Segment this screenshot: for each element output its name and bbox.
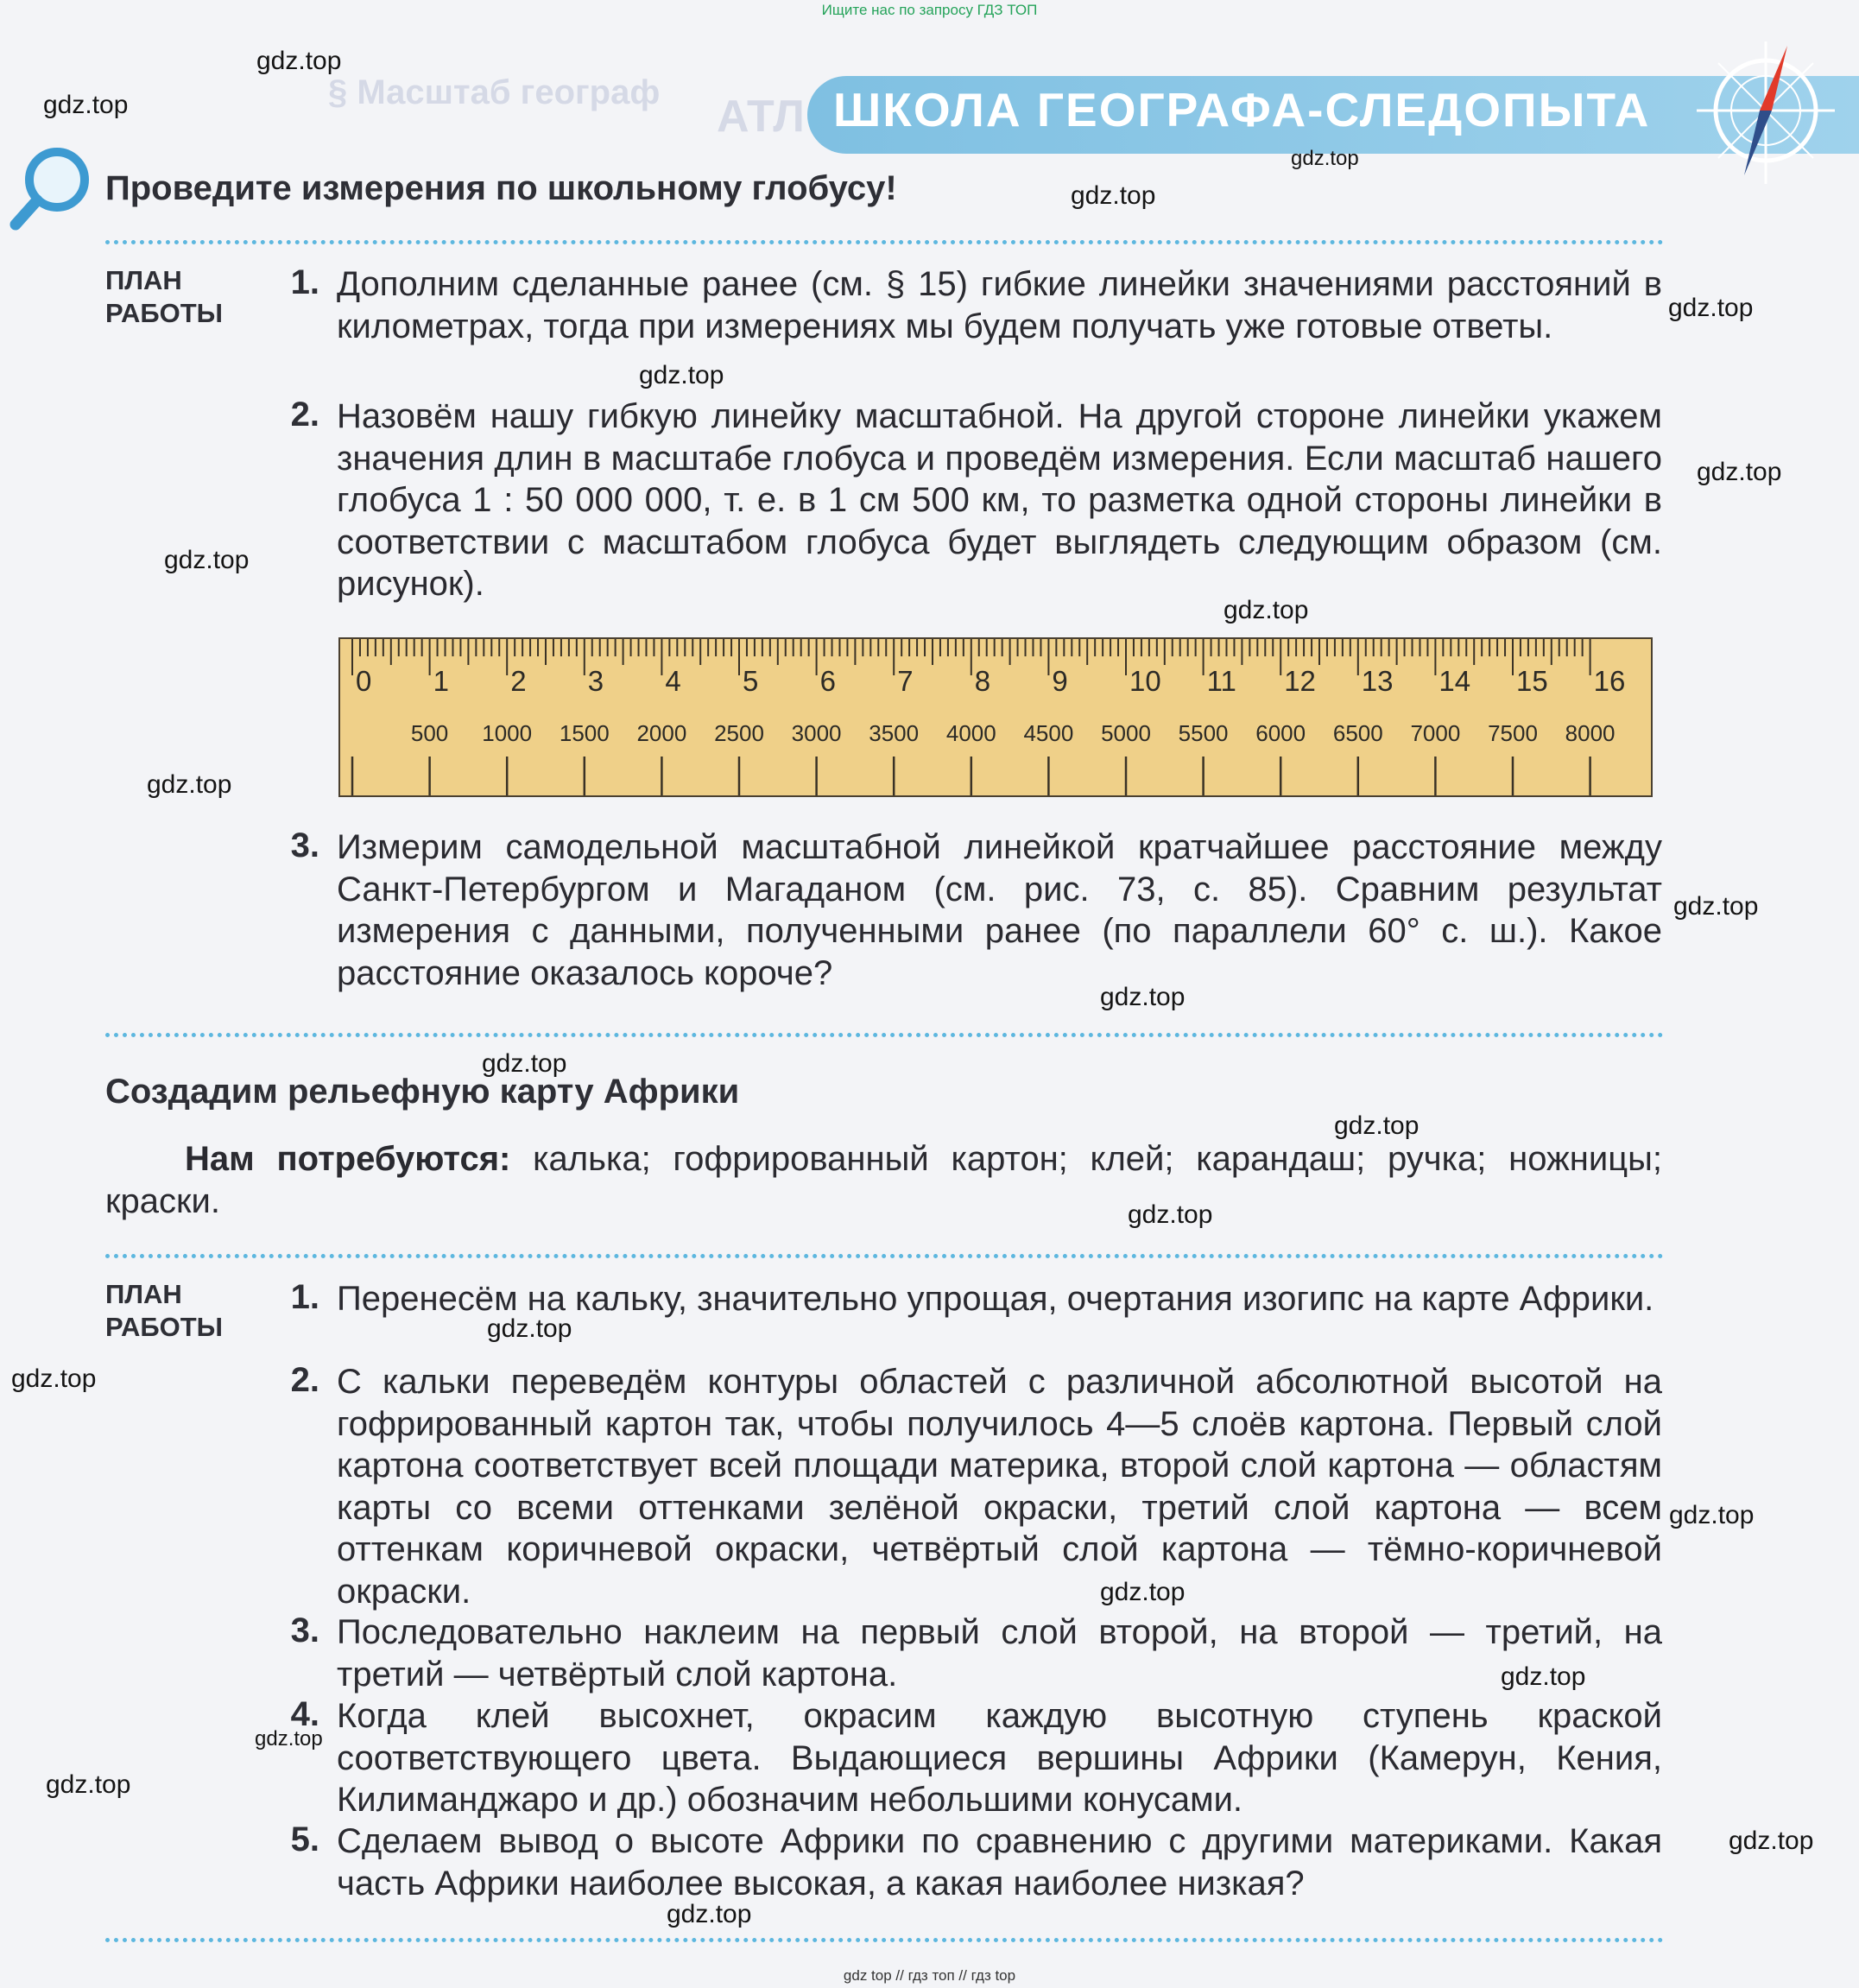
materials-list: Нам потребуются: калька; гофрированный картон; клей; карандаш; ручка; ножницы; краски.: [105, 1140, 1662, 1220]
watermark: gdz.top: [1501, 1662, 1586, 1691]
watermark: gdz.top: [487, 1314, 572, 1343]
ruler-km-label: 500: [410, 720, 449, 746]
step-number: 3.: [290, 1611, 319, 1649]
bleed-through-text: § Масштаб географ: [328, 73, 661, 111]
ruler-km-label: 1500: [559, 720, 610, 746]
section2-heading: Создадим рельефную карту Африки: [105, 1073, 740, 1111]
ruler-cm-label: 4: [665, 665, 681, 697]
step-number: 1.: [290, 1278, 319, 1316]
watermark: gdz.top: [1673, 892, 1759, 921]
watermark: gdz.top: [482, 1049, 567, 1078]
watermark: gdz.top: [1128, 1200, 1213, 1229]
ruler-km-label: 6000: [1255, 720, 1306, 746]
magnifier-icon: [7, 145, 93, 231]
ruler-cm-label: 2: [510, 665, 527, 697]
ruler-km-label: 5500: [1178, 720, 1229, 746]
ruler-cm-label: 13: [1361, 665, 1394, 697]
ruler-cm-label: 6: [819, 665, 836, 697]
watermark: gdz.top: [256, 47, 342, 75]
step-text: Дополним сделанные ранее (см. § 15) гибкие линейки значениями расстояний в километрах, тогда при измерениях мы будем получать уже готовые ответы.: [337, 265, 1662, 345]
ruler-km-label: 3500: [869, 720, 920, 746]
watermark: gdz.top: [1668, 294, 1754, 322]
watermark: gdz.top: [1697, 458, 1782, 486]
ruler-km-label: 2500: [714, 720, 764, 746]
watermark: gdz.top: [667, 1900, 752, 1928]
watermark: gdz.top: [46, 1770, 131, 1799]
step-text: Перенесём на кальку, значительно упрощая, очертания изогипс на карте Африки.: [337, 1280, 1654, 1318]
ruler-km-label: 8000: [1565, 720, 1616, 746]
step-text: С кальки переведём контуры областей с различной абсолютной высотой на гофрированный картон так, чтобы получилось 4—5 слоёв картона. Первый слой картона соответствует всей площади материка, второй слой картона — областям карты со всеми оттенками зелёной окраски, третий слой картона — всем оттенкам коричневой окраски, четвёртый слой картона — тёмно-коричневой окраски.: [337, 1363, 1662, 1611]
watermark: gdz.top: [147, 770, 232, 799]
watermark: gdz.top: [164, 546, 250, 574]
ruler-km-label: 7500: [1488, 720, 1538, 746]
ruler-cm-label: 5: [743, 665, 759, 697]
ruler-cm-label: 16: [1593, 665, 1626, 697]
watermark: gdz.top: [1100, 983, 1186, 1011]
top-search-link[interactable]: Ищите нас по запросу ГДЗ ТОП: [821, 2, 1038, 18]
ruler-km-label: 3000: [791, 720, 842, 746]
step-number: 2.: [290, 1361, 319, 1399]
watermark: gdz.top: [43, 91, 129, 119]
watermark: gdz.top: [1071, 181, 1156, 210]
ruler-cm-label: 9: [1052, 665, 1068, 697]
watermark: gdz.top: [11, 1364, 97, 1393]
ruler-cm-label: 14: [1439, 665, 1471, 697]
step-number: 3.: [290, 826, 319, 864]
ruler-km-label: 1000: [482, 720, 533, 746]
watermark: gdz.top: [1224, 596, 1309, 624]
ruler-km-label: 4500: [1023, 720, 1074, 746]
ruler-km-label: 4000: [945, 720, 996, 746]
ruler-cm-label: 0: [356, 665, 372, 697]
banner-title: ШКОЛА ГЕОГРАФА-СЛЕДОПЫТА: [833, 83, 1651, 136]
watermark: gdz.top: [1334, 1111, 1420, 1140]
watermark: gdz.top: [1669, 1501, 1755, 1529]
step-text: Назовём нашу гибкую линейку масштабной. На другой стороне линейки укажем значения длин в масштабе глобуса и проведём измерения. Если масштаб нашего глобуса 1 : 50 000 000, т. е. в 1 см 500 км, то разметка одной стороны линейки в соответствии с масштабом глобуса будет выглядеть следующим образом (см. рисунок).: [337, 397, 1662, 603]
ruler-cm-label: 8: [974, 665, 991, 697]
ruler-cm-label: 1: [433, 665, 449, 697]
watermark: gdz.top: [1291, 147, 1359, 170]
plan-label: ПЛАН РАБОТЫ: [105, 265, 224, 328]
banner-behind-text: АТЛ: [717, 92, 805, 142]
ruler-cm-label: 11: [1206, 665, 1236, 697]
step-number: 1.: [290, 263, 319, 301]
compass-icon: [1684, 24, 1848, 188]
ruler-km-label: 5000: [1101, 720, 1151, 746]
dotted-divider: [105, 1938, 1664, 1942]
plan-label: ПЛАН РАБОТЫ: [105, 1279, 224, 1342]
ruler-km-label: 2000: [636, 720, 687, 746]
watermark: gdz.top: [639, 361, 724, 389]
watermark: gdz.top: [1100, 1578, 1186, 1606]
step-number: 4.: [290, 1695, 319, 1733]
dotted-divider: [105, 1254, 1664, 1258]
ruler-cm-label: 12: [1284, 665, 1316, 697]
ruler-cm-label: 3: [587, 665, 604, 697]
bottom-link[interactable]: gdz top // гдз топ // гдз top: [843, 1967, 1016, 1984]
step-number: 2.: [290, 396, 319, 434]
watermark: gdz.top: [255, 1727, 323, 1751]
dotted-divider: [105, 240, 1664, 244]
ruler-cm-label: 15: [1516, 665, 1548, 697]
section1-heading: Проведите измерения по школьному глобусу!: [105, 169, 897, 207]
step-text: Сделаем вывод о высоте Африки по сравнению с другими материками. Какая часть Африки наиболее высокая, а какая наиболее низкая?: [337, 1822, 1662, 1903]
ruler-cm-label: 10: [1129, 665, 1161, 697]
step-text: Измерим самодельной масштабной линейкой кратчайшее расстояние между Санкт-Петербургом и Магаданом (см. рис. 73, с. 85). Сравним результат измерения с данными, полученными ранее (по параллели 60° с. ш.). Какое расстояние оказалось короче?: [337, 828, 1662, 992]
step-text: Последовательно наклеим на первый слой второй, на второй — третий, на третий — четвёртый слой картона.: [337, 1613, 1662, 1694]
dotted-divider: [105, 1033, 1664, 1037]
step-number: 5.: [290, 1820, 319, 1858]
ruler-markings: [340, 639, 1651, 795]
ruler-cm-label: 7: [897, 665, 914, 697]
ruler-km-label: 7000: [1410, 720, 1461, 746]
watermark: gdz.top: [1729, 1827, 1814, 1855]
scale-ruler: [338, 637, 1653, 797]
step-text: Когда клей высохнет, окрасим каждую высотную ступень краской соответствующего цвета. Выдающиеся вершины Африки (Камерун, Кения, Килиманджаро и др.) обозначим небольшими конусами.: [337, 1697, 1662, 1819]
ruler-km-label: 6500: [1332, 720, 1383, 746]
